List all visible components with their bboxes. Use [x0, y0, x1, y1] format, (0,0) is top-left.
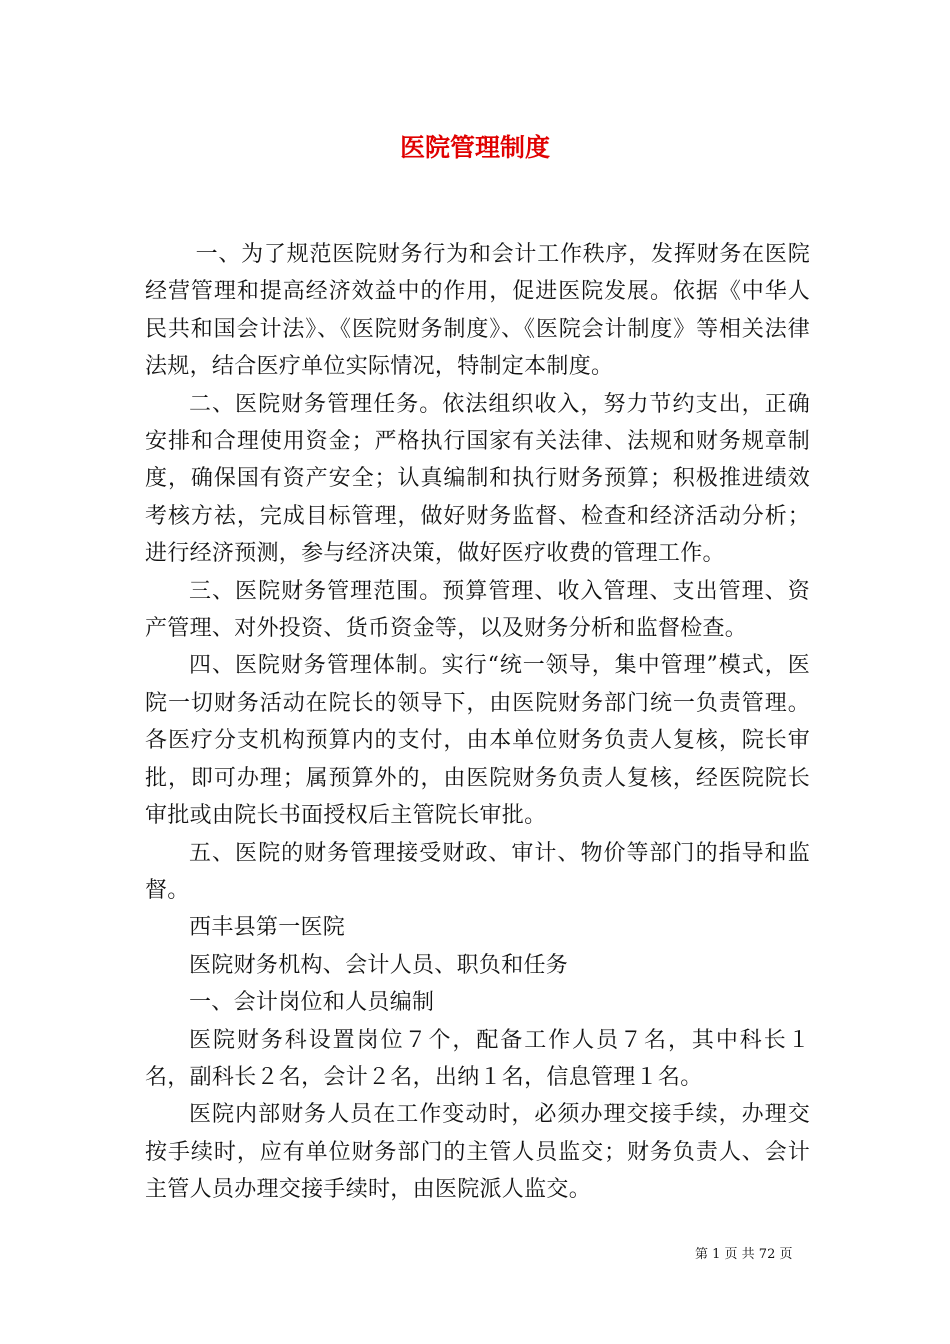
paragraph-3: 三、医院财务管理范围。预算管理、收入管理、支出管理、资产管理、对外投资、货币资金等，以及财务分析和监督检查。	[145, 578, 810, 642]
page-title: 医院管理制度	[399, 133, 550, 162]
page-number: 第 1 页 共 72 页	[695, 1247, 793, 1262]
paragraph-4: 四、医院财务管理体制。实行“统一领导，集中管理”模式，医院一切财务活动在院长的领导下，由医院财务部门统一负责管理。各医疗分支机构预算内的支付，由本单位财务负责人复核，院长审批，即可办理；属预算外的，由医院财务负责人复核，经医院院长审批或由院长书面授权后主管院长审批。	[145, 653, 810, 829]
subsection-heading: 一、会计岗位和人员编制	[189, 990, 435, 1016]
section-heading: 医院财务机构、会计人员、职负和任务	[189, 952, 569, 978]
paragraph-staffing: 医院财务科设置岗位７个，配备工作人员７名，其中科长１名，副科长２名，会计２名，出纳１名，信息管理１名。	[145, 1027, 810, 1090]
paragraph-5: 五、医院的财务管理接受财政、审计、物价等部门的指导和监督。	[145, 840, 810, 903]
hospital-name: 西丰县第一医院	[189, 915, 346, 941]
paragraph-handover: 医院内部财务人员在工作变动时，必须办理交接手续，办理交按手续时，应有单位财务部门的主管人员监交；财务负责人、会计主管人员办理交接手续时，由医院派人监交。	[145, 1102, 810, 1203]
paragraph-2: 二、医院财务管理任务。依法组织收入，努力节约支出，正确安排和合理使用资金；严格执行国家有关法律、法规和财务规章制度，确保国有资产安全；认真编制和执行财务预算；积极推进绩效考核方祛，完成目标管理，做好财务监督、检查和经济活动分析；进行经济预测，参与经济决策，做好医疗收费的管理工作。	[145, 391, 810, 567]
document-body	[145, 236, 810, 1209]
paragraph-1: 一、为了规范医院财务行为和会计工作秩序，发挥财务在医院经营管理和提高经济效益中的作用，促进医院发展。依据《中华人民共和国会计法》、《医院财务制度》、《医院会计制度》等相关法律法规，结合医疗单位实际情况，特制定本制度。	[145, 242, 810, 380]
